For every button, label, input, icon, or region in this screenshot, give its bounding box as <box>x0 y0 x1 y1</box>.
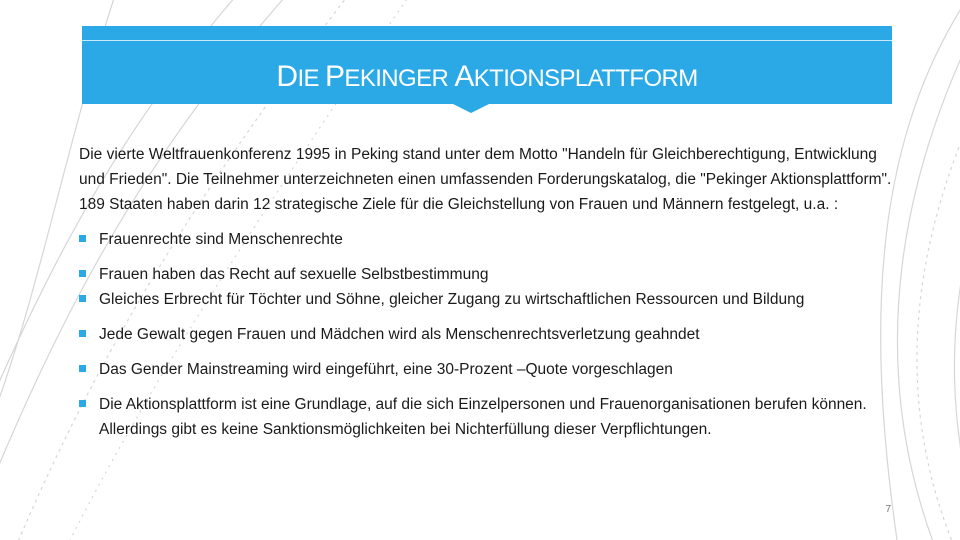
list-item <box>79 227 899 252</box>
title-pointer <box>453 104 489 113</box>
slide-content <box>79 142 899 442</box>
slide-title <box>82 60 892 94</box>
square-bullet-icon <box>79 235 86 242</box>
title-part: IE <box>297 65 325 92</box>
title-part: EKINGER <box>344 65 455 92</box>
list-item <box>79 357 899 382</box>
title-part: A <box>454 60 474 93</box>
square-bullet-icon <box>79 400 86 407</box>
title-part: KTIONSPLATTFORM <box>473 65 698 92</box>
bullet-list <box>79 227 899 442</box>
bullet-text: Gleiches Erbrecht für Töchter und Söhne, gleicher Zugang zu wirtschaftlichen Ressourcen und Bildung <box>99 291 805 308</box>
page-number: 7 <box>885 504 891 515</box>
list-item <box>79 262 899 287</box>
square-bullet-icon <box>79 365 86 372</box>
bullet-text: Jede Gewalt gegen Frauen und Mädchen wird als Menschenrechtsverletzung geahndet <box>99 326 700 343</box>
title-part: P <box>324 60 345 93</box>
bullet-text: Frauen haben das Recht auf sexuelle Selbstbestimmung <box>99 266 489 283</box>
square-bullet-icon <box>79 270 86 277</box>
bullet-text: Das Gender Mainstreaming wird eingeführt, eine 30-Prozent –Quote vorgeschlagen <box>99 361 673 378</box>
list-item <box>79 322 899 347</box>
banner-rule <box>82 40 892 41</box>
bullet-text: Die Aktionsplattform ist eine Grundlage, auf die sich Einzelpersonen und Frauenorganisationen berufen können. Allerdings gibt es keine Sanktionsmöglichkeiten bei Nichterfüllung dieser Verpflichtungen. <box>99 396 867 438</box>
square-bullet-icon <box>79 295 86 302</box>
title-banner <box>82 26 892 104</box>
bullet-text: Frauenrechte sind Menschenrechte <box>99 231 343 248</box>
square-bullet-icon <box>79 330 86 337</box>
list-item <box>79 392 899 442</box>
list-item <box>79 287 899 312</box>
title-part: D <box>276 60 298 93</box>
intro-paragraph: Die vierte Weltfrauenkonferenz 1995 in Peking stand unter dem Motto "Handeln für Gleichberechtigung, Entwicklung und Frieden". Die Teilnehmer unterzeichneten einen umfassenden Forderungskatalog, die "Pekinger Aktionsplattform". 189 Staaten haben darin 12 strategische Ziele für die Gleichstellung von Frauen und Männern festgelegt, u.a. : <box>79 146 892 213</box>
